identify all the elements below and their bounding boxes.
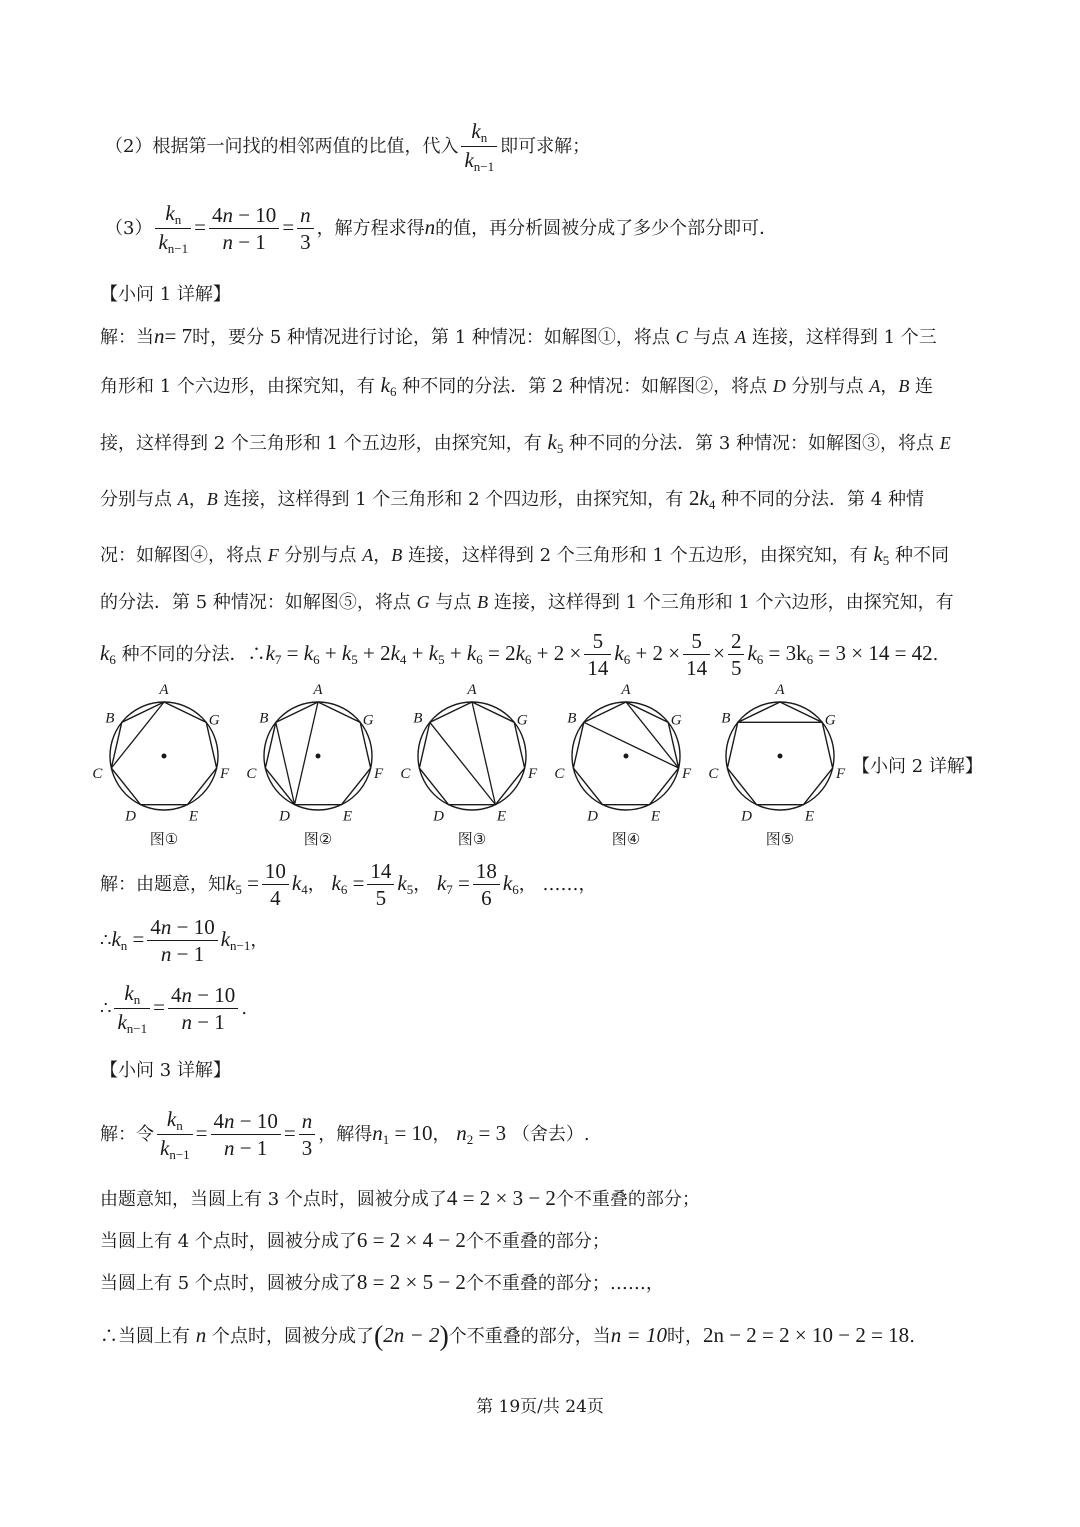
chord-DA — [295, 702, 318, 805]
center-dot — [162, 754, 167, 759]
sec3-line-3: 当圆上有 4 个点时，圆被分成了6 = 2 × 4 − 2个不重叠的部分； — [100, 1228, 610, 1252]
vertex-label-D: D — [741, 808, 752, 825]
sec1-line-4: 分别与点 A，B 连接，这样得到 1 个三角形和 2 个四边形，由探究知，有 $2k_4$ 种不同的分法．第 4 种情 — [100, 486, 924, 512]
figure-caption: 图⑤ — [765, 830, 795, 848]
section-1-title: 【小问 1 详解】 — [100, 284, 231, 305]
sec3-line-1: 解：令 $\frac{k_n}{k_{n-1}}$ = $\frac{4n - 10}{n - 1}$ = $\frac{n}{3}$ ，解得$n_1 = 10$， $n_2 = 3$ （舍去）. — [100, 1107, 590, 1163]
sec1-line-1: 解：当n= 7时，要分 5 种情况进行讨论，第 1 种情况：如解图①，将点 C 与点 A 连接，这样得到 1 个三 — [100, 324, 937, 348]
vertex-label-F: F — [220, 766, 230, 783]
sec2-line-3: ∴ $\frac{k_n}{k_{n-1}}$ = $\frac{4n - 10}{n - 1}$ . — [100, 981, 248, 1037]
hint-3-text: ，解方程求得 — [316, 217, 425, 239]
chord-FB — [584, 722, 679, 768]
vertex-label-A: A — [159, 682, 169, 698]
sec3-line-2: 由题意知，当圆上有 3 个点时，圆被分成了4 = 2 × 3 − 2个不重叠的部分； — [100, 1186, 700, 1210]
sec2-line-1: 解：由题意，知$k_5$ = $\frac{10}{4}$ $k_4$， $k_6$ = $\frac{14}{5}$ $k_5$， $k_7$ = $\frac{18}{6}$ $k_6$， ……， — [100, 859, 597, 911]
vertex-label-D: D — [125, 808, 136, 825]
figure-4 — [554, 682, 692, 848]
vertex-label-A: A — [621, 682, 631, 698]
vertex-label-E: E — [188, 808, 199, 825]
vertex-label-C: C — [400, 766, 411, 783]
sec3-line-5: ∴当圆上有 n 个点时，圆被分成了(2n − 2)个不重叠的部分，当n = 10时，2n − 2 = 2 × 10 − 2 = 18. — [100, 1321, 915, 1352]
vertex-label-D: D — [433, 808, 444, 825]
vertex-label-F: F — [374, 766, 384, 783]
vertex-label-E: E — [804, 808, 815, 825]
center-dot — [624, 754, 629, 759]
vertex-label-E: E — [496, 808, 507, 825]
figure-caption: 图④ — [611, 830, 641, 848]
k7-formula: $k_7 = k_6 + k_5 + 2k_4 + k_5 + k_6 = 2k_6 + 2$ × — [265, 640, 582, 667]
sec1-line-6: 的分法．第 5 种情况：如解图⑤，将点 G 与点 B 连接，这样得到 1 个三角形和 1 个六边形，由探究知，有 — [100, 592, 954, 613]
fraction-kn-over-kn1: $\frac{k_n}{k_{n-1}}$ — [155, 200, 191, 258]
fraction-n-over-3: $\frac{n}{3}$ — [297, 202, 314, 256]
vertex-label-G: G — [516, 712, 528, 729]
hint-3: （3） $\frac{k_n}{k_{n-1}}$ = $\frac{4n - 10}{n - 1}$ = $\frac{n}{3}$ ，解方程求得n的值，再分析圆被分成了多少个部分即可． — [105, 201, 778, 257]
hint-2 — [105, 118, 590, 176]
figure-caption: 图③ — [457, 830, 487, 848]
vertex-label-C: C — [708, 766, 719, 783]
vertex-label-A: A — [775, 682, 785, 698]
vertex-label-E: E — [342, 808, 353, 825]
hint-3-label: （3） — [105, 217, 153, 239]
vertex-label-F: F — [682, 766, 692, 783]
sec2-line-2: $\therefore k_n$ = $\frac{4n - 10}{n - 1}$ $k_{n-1}$， — [100, 915, 269, 967]
vertex-label-B: B — [105, 710, 115, 727]
figure-2 — [246, 682, 384, 848]
vertex-label-G: G — [670, 712, 682, 729]
vertex-label-B: B — [567, 710, 577, 727]
center-dot — [778, 754, 783, 759]
vertex-label-A: A — [313, 682, 323, 698]
vertex-label-B: B — [721, 710, 731, 727]
sec3-line-4: 当圆上有 5 个点时，圆被分成了8 = 2 × 5 − 2个不重叠的部分；……， — [100, 1270, 664, 1294]
vertex-label-B: B — [413, 710, 423, 727]
hint-2-tail: 即可求解； — [500, 135, 591, 157]
vertex-label-D: D — [279, 808, 290, 825]
vertex-label-C: C — [92, 766, 103, 783]
fraction-4n-10: $\frac{4n - 10}{n - 1}$ — [209, 202, 279, 256]
page-footer: 第 19页/共 24页 — [476, 1397, 604, 1417]
vertex-label-E: E — [650, 808, 661, 825]
section-2-title: 【小问 2 详解】 — [852, 756, 983, 777]
k5: $k_5$ — [873, 542, 890, 568]
k5: $k_5$ — [547, 430, 564, 456]
sec1-line-3: 接，这样得到 2 个三角形和 1 个五边形，由探究知，有 $k_5$ 种不同的分法．第 3 种情况：如解图③，将点 E — [100, 430, 951, 456]
sec1-line-5: 况：如解图④，将点 F 分别与点 A，B 连接，这样得到 2 个三角形和 1 个五边形，由探究知，有 $k_5$ 种不同 — [100, 542, 950, 568]
hint-2-text: （2）根据第一问找的相邻两值的比值，代入 — [105, 135, 459, 157]
section-3-title: 【小问 3 详解】 — [100, 1060, 231, 1081]
vertex-label-D: D — [587, 808, 598, 825]
vertex-label-G: G — [824, 712, 836, 729]
vertex-label-G: G — [208, 712, 220, 729]
figure-3 — [400, 682, 538, 848]
center-dot — [316, 754, 321, 759]
sec1-line-7: $k_6$ 种不同的分法．$\therefore k_7 = k_6 + k_5 + 2k_4 + k_5 + k_6 = 2k_6 + 2$ × $\frac{5}{14}$ $k_6 + 2$ × $\frac{5}{14}$ × $\frac{2}{5}$ $k_6 = 3k_6 = 3 \times 14 = 42$. — [100, 629, 939, 681]
figure-1 — [92, 682, 230, 848]
vertex-label-C: C — [554, 766, 565, 783]
vertex-label-B: B — [259, 710, 269, 727]
fraction-kn-over-kn1: $\frac{k_n}{k_{n-1}}$ — [461, 118, 497, 176]
vertex-label-G: G — [362, 712, 374, 729]
k6: $k_6$ — [380, 373, 397, 399]
2k4: $2k_4$ — [689, 486, 716, 512]
circle — [418, 702, 526, 810]
figure-5 — [708, 682, 846, 848]
sec1-line-2: 角形和 1 个六边形，由探究知，有 $k_6$ 种不同的分法．第 2 种情况：如解图②，将点 D 分别与点 A，B 连 — [100, 373, 934, 399]
vertex-label-C: C — [246, 766, 257, 783]
figure-caption: 图② — [303, 830, 333, 848]
hint-3-tail: 的值，再分析圆被分成了多少个部分即可． — [435, 217, 778, 239]
vertex-label-F: F — [528, 766, 538, 783]
vertex-label-A: A — [467, 682, 477, 698]
vertex-label-F: F — [836, 766, 846, 783]
figure-caption: 图① — [149, 830, 179, 848]
